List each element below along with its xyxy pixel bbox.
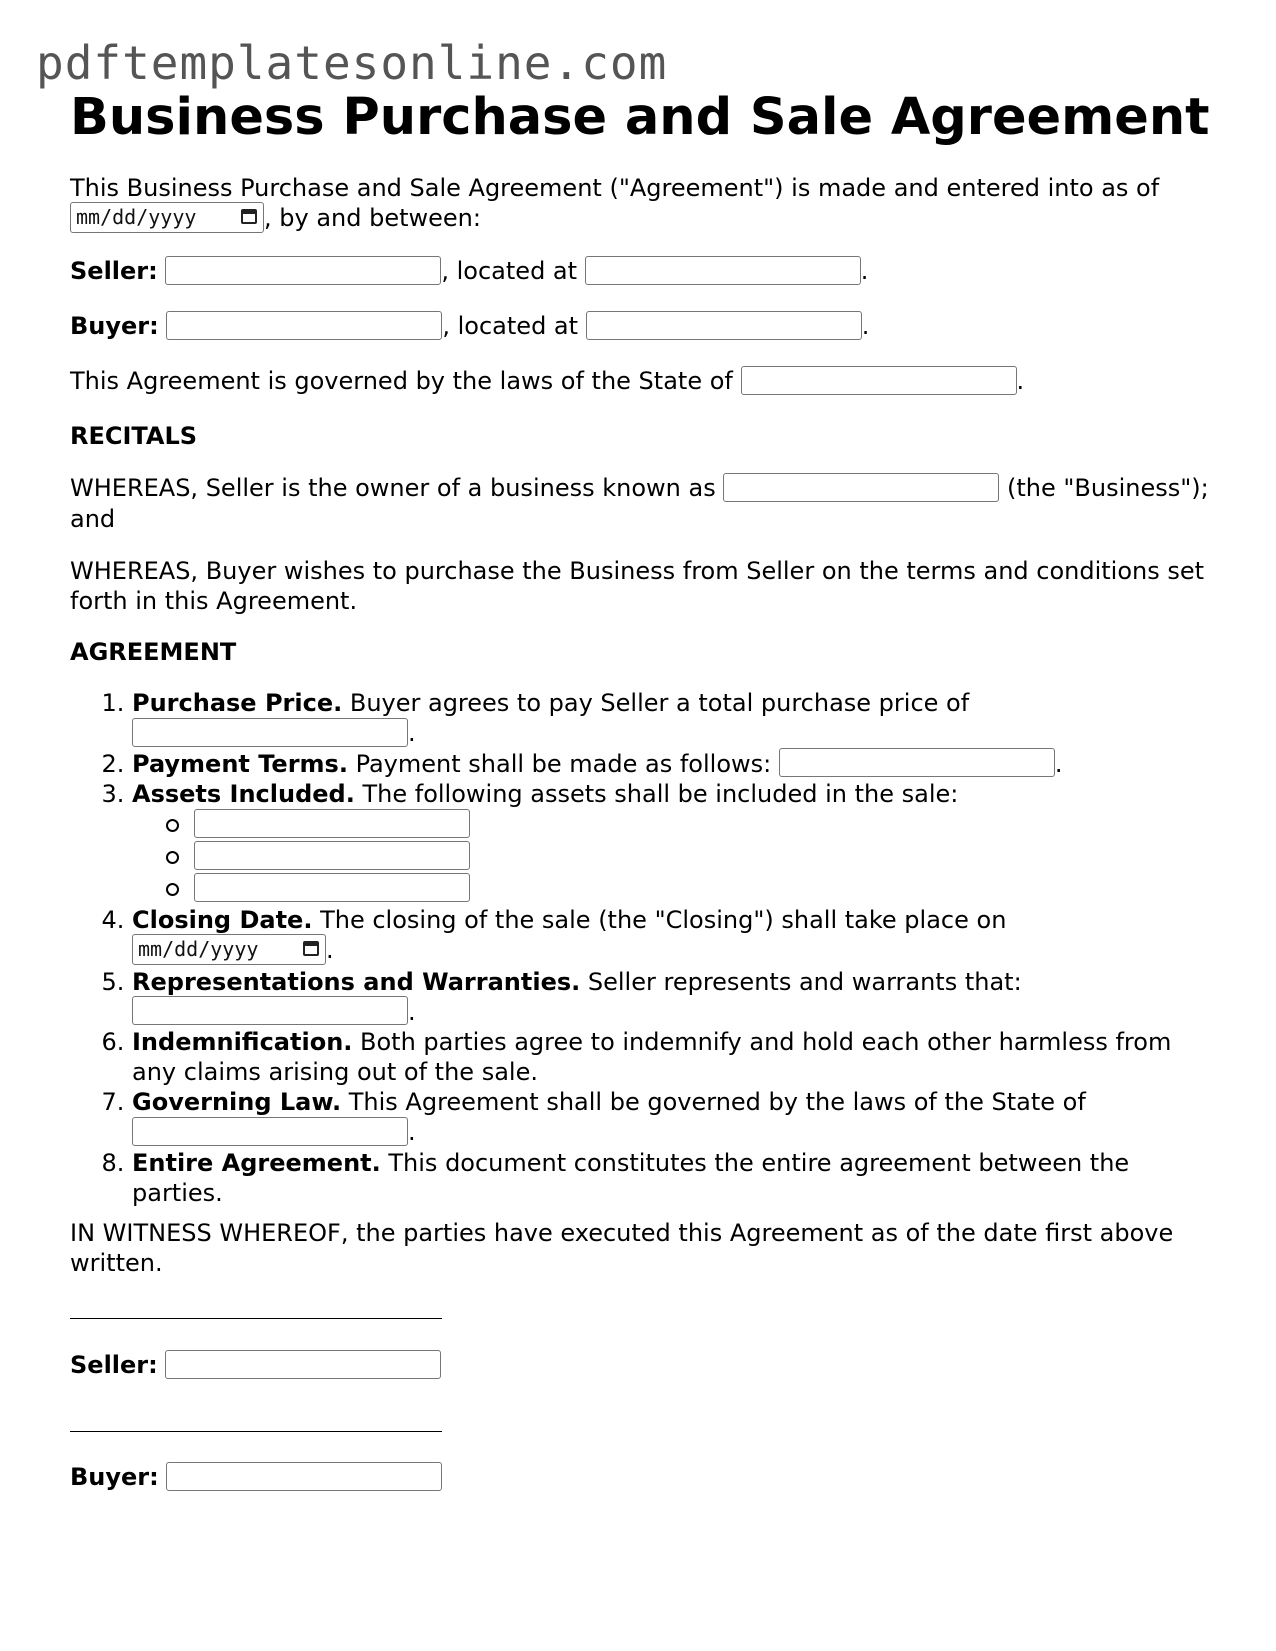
- intro-text: This Business Purchase and Sale Agreement ("Agreement") is made and entered into as of: [70, 174, 1160, 202]
- term-text: The closing of the sale (the "Closing") shall take place on: [312, 906, 1007, 934]
- whereas1-after-text: (the "Business"); and: [70, 474, 1209, 533]
- term-title: Purchase Price.: [132, 689, 343, 717]
- asset-input-1[interactable]: [194, 809, 470, 838]
- governing-state-input[interactable]: [741, 366, 1017, 395]
- buyer-signature-name-input[interactable]: [166, 1462, 442, 1491]
- term-purchase-price: [132, 688, 1220, 749]
- agreement-date-input[interactable]: [70, 202, 264, 233]
- purchase-price-input[interactable]: [132, 718, 408, 747]
- buyer-signature-line: [70, 1431, 442, 1432]
- page-title: Business Purchase and Sale Agreement: [70, 88, 1210, 147]
- assets-list: [132, 809, 1220, 905]
- term-text: This document constitutes the entire agreement between the parties.: [132, 1148, 1130, 1207]
- seller-signature-label: Seller:: [70, 1351, 158, 1379]
- period: .: [1016, 367, 1025, 395]
- agreement-heading: AGREEMENT: [70, 638, 237, 666]
- payment-terms-input[interactable]: [779, 748, 1055, 777]
- circle-bullet-icon: [166, 851, 179, 864]
- term-entire-agreement: [132, 1148, 1220, 1208]
- term-text: Both parties agree to indemnify and hold each other harmless from any claims arising out of the sale.: [132, 1028, 1172, 1086]
- governing-intro-text: This Agreement is governed by the laws of the State of: [70, 367, 733, 395]
- term-title: Assets Included.: [132, 780, 355, 808]
- buyer-signature-row: [70, 1462, 1220, 1493]
- seller-located-label: , located at: [441, 257, 578, 285]
- term-title: Payment Terms.: [132, 749, 348, 778]
- whereas1-text: WHEREAS, Seller is the owner of a business known as: [70, 474, 716, 502]
- term-representations: [132, 967, 1220, 1028]
- seller-party-line: [70, 256, 1220, 287]
- seller-signature-row: [70, 1350, 1220, 1381]
- buyer-name-input[interactable]: [166, 311, 442, 340]
- term-payment-terms: [132, 749, 1220, 780]
- circle-bullet-icon: [166, 819, 179, 832]
- asset-input-3[interactable]: [194, 873, 470, 902]
- recitals-heading: RECITALS: [70, 422, 198, 450]
- business-name-input[interactable]: [723, 473, 999, 502]
- seller-signature-line: [70, 1318, 442, 1319]
- term-title: Indemnification.: [132, 1028, 353, 1056]
- closing-date-placeholder: mm/dd/yyyy: [138, 936, 259, 961]
- governing-law-state-input[interactable]: [132, 1117, 408, 1146]
- period: .: [326, 936, 334, 964]
- calendar-icon[interactable]: [303, 941, 319, 956]
- period: .: [408, 1118, 416, 1146]
- calendar-icon[interactable]: [241, 209, 257, 224]
- term-title: Closing Date.: [132, 906, 313, 934]
- term-text: Payment shall be made as follows:: [347, 749, 772, 778]
- circle-bullet-icon: [166, 883, 179, 896]
- term-indemnification: [132, 1027, 1220, 1087]
- asset-input-2[interactable]: [194, 841, 470, 870]
- seller-signature-name-input[interactable]: [165, 1350, 441, 1379]
- witness-paragraph: IN WITNESS WHEREOF, the parties have executed this Agreement as of the date first above written.: [70, 1219, 1174, 1277]
- buyer-party-line: [70, 311, 1220, 342]
- agreement-terms-list: [70, 688, 1220, 1208]
- period: .: [1054, 749, 1063, 778]
- period: .: [408, 719, 416, 747]
- term-text: Seller represents and warrants that:: [580, 967, 1022, 996]
- term-title: Entire Agreement.: [132, 1148, 381, 1177]
- governing-state-line: [70, 366, 1220, 397]
- watermark: pdftemplatesonline.com: [36, 36, 668, 90]
- intro-paragraph: [70, 173, 1220, 235]
- term-text: The following assets shall be included in the sale:: [354, 780, 959, 808]
- seller-address-input[interactable]: [585, 256, 861, 285]
- buyer-label: Buyer:: [70, 312, 159, 340]
- intro-text-after: , by and between:: [264, 204, 481, 232]
- term-assets-included: [132, 779, 1220, 905]
- period: .: [861, 312, 870, 340]
- asset-item: [194, 809, 1220, 841]
- term-text: This Agreement shall be governed by the laws of the State of: [341, 1088, 1086, 1116]
- buyer-address-input[interactable]: [586, 311, 862, 340]
- period: .: [860, 257, 869, 285]
- asset-item: [194, 841, 1220, 873]
- seller-name-input[interactable]: [165, 256, 441, 285]
- term-title: Governing Law.: [132, 1088, 342, 1116]
- buyer-signature-label: Buyer:: [70, 1463, 159, 1491]
- term-governing-law: [132, 1087, 1220, 1148]
- representations-input[interactable]: [132, 996, 408, 1025]
- term-text: Buyer agrees to pay Seller a total purchase price of: [342, 689, 970, 717]
- asset-item: [194, 873, 1220, 905]
- whereas-business-paragraph: [70, 473, 1220, 534]
- term-closing-date: [132, 905, 1220, 967]
- term-title: Representations and Warranties.: [132, 967, 581, 996]
- period: .: [408, 997, 416, 1026]
- agreement-date-placeholder: mm/dd/yyyy: [76, 204, 197, 229]
- seller-label: Seller:: [70, 257, 158, 285]
- buyer-located-label: , located at: [442, 312, 579, 340]
- closing-date-input[interactable]: [132, 934, 326, 965]
- whereas-buyer-paragraph: WHEREAS, Buyer wishes to purchase the Business from Seller on the terms and conditions set forth in this Agreement.: [70, 557, 1205, 615]
